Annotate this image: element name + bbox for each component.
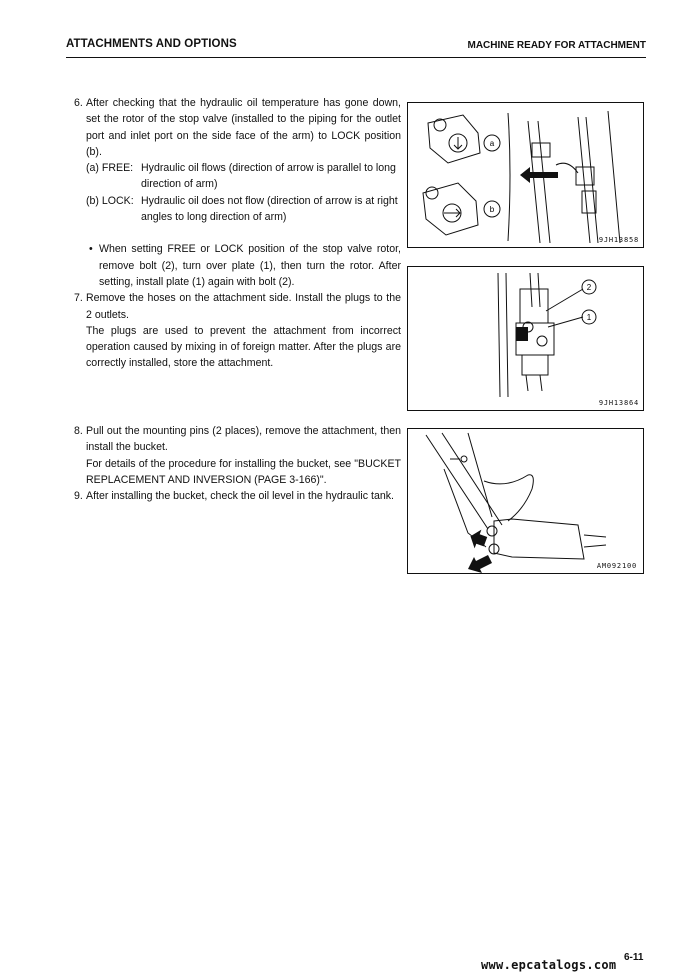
plate-bolt-illustration <box>408 267 643 410</box>
section-title: ATTACHMENTS AND OPTIONS <box>66 38 237 50</box>
chapter-title: MACHINE READY FOR ATTACHMENT <box>467 40 646 51</box>
figure-code: 9JH13858 <box>598 236 639 244</box>
label-a: a <box>489 139 495 148</box>
step-6-lock <box>74 193 401 226</box>
figure-stop-valve <box>407 102 644 248</box>
step-8-number: 8. <box>74 425 83 437</box>
step-8 <box>74 423 401 488</box>
figure-attachment-removal <box>407 428 644 574</box>
step-7-number: 7. <box>74 292 83 305</box>
watermark: www.epcatalogs.com <box>481 958 617 972</box>
step-7 <box>74 290 401 371</box>
page-number: 6-11 <box>624 952 644 963</box>
step-6 <box>74 95 401 160</box>
free-text: Hydraulic oil flows (direction of arrow is parallel to long direction of arm) <box>141 162 396 191</box>
step-6-text: After checking that the hydraulic oil temperature has gone down, set the rotor of the stop valve (installed to the piping for the outlet port and inlet port on the side face of the arm) to LOCK position (b). <box>86 97 401 158</box>
lock-text: Hydraulic oil does not flow (direction of arrow is at right angles to long direction of arm) <box>141 194 398 224</box>
figure-code: 9JH13864 <box>598 399 639 407</box>
step-6-free <box>74 160 401 193</box>
note <box>74 241 401 290</box>
stop-valve-illustration <box>408 103 643 247</box>
step-9 <box>74 488 401 504</box>
text-block-step8-9 <box>74 423 401 504</box>
header-divider <box>66 57 646 58</box>
attachment-removal-illustration <box>408 429 643 573</box>
lock-label: (b) LOCK: <box>86 194 134 207</box>
step-9-text: After installing the bucket, check the oil level in the hydraulic tank. <box>86 490 394 503</box>
label-b: b <box>489 205 495 214</box>
label-2: 2 <box>586 283 592 292</box>
step-7-text-1: Remove the hoses on the attachment side. Install the plugs to the 2 outlets. <box>86 292 401 321</box>
step-8-text-1: Pull out the mounting pins (2 places), remove the attachment, then install the bucket. <box>86 425 401 454</box>
step-9-number: 9. <box>74 490 83 503</box>
label-1: 1 <box>586 313 592 322</box>
free-label: (a) FREE: <box>86 162 134 175</box>
figure-code: AM092100 <box>596 562 637 570</box>
step-7-text-2: The plugs are used to prevent the attachment from incorrect operation caused by mixing in of foreign matter. After the plugs are correctly installed, store the attachment. <box>86 324 401 370</box>
text-block-step6-7 <box>74 95 401 372</box>
step-8-text-2: For details of the procedure for installing the bucket, see "BUCKET REPLACEMENT AND INVERSION (PAGE 3-166)". <box>86 457 401 486</box>
note-text: When setting FREE or LOCK position of the stop valve rotor, remove bolt (2), turn over plate (1), then turn the rotor. After setting, install plate (1) again with bolt (2). <box>99 243 401 288</box>
figure-plate-bolt <box>407 266 644 411</box>
step-6-number: 6. <box>74 97 83 109</box>
note-bullet: • <box>89 243 93 256</box>
